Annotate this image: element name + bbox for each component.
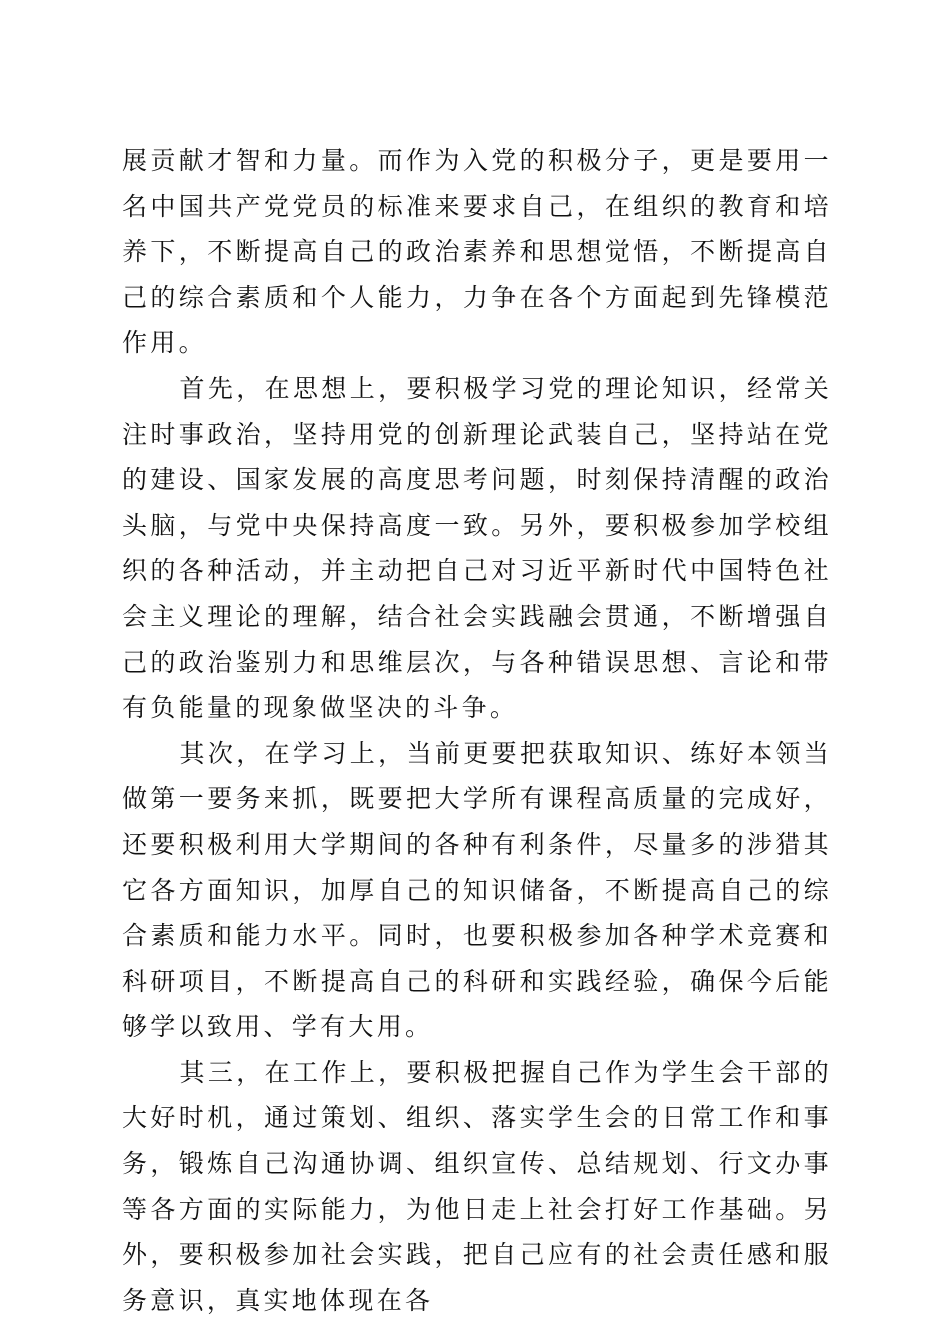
document-body (122, 138, 832, 1323)
paragraph-1: 展贡献才智和力量。而作为入党的积极分子，更是要用一名中国共产党党员的标准来要求自己，在组织的教育和培养下，不断提高自己的政治素养和思想觉悟，不断提高自己的综合素质和个人能力，力争在各个方面起到先锋模范作用。 (122, 146, 832, 358)
paragraph-3: 其次，在学习上，当前更要把获取知识、练好本领当做第一要务来抓，既要把大学所有课程高质量的完成好，还要积极利用大学期间的各种有利条件，尽量多的涉猎其它各方面知识，加厚自己的知识储备，不断提高自己的综合素质和能力水平。同时，也要积极参加各种学术竞赛和科研项目，不断提高自己的科研和实践经验，确保今后能够学以致用、学有大用。 (122, 738, 832, 1042)
paragraph-2: 首先，在思想上，要积极学习党的理论知识，经常关注时事政治，坚持用党的创新理论武装自己，坚持站在党的建设、国家发展的高度思考问题，时刻保持清醒的政治头脑，与党中央保持高度一致。另外，要积极参加学校组织的各种活动，并主动把自己对习近平新时代中国特色社会主义理论的理解，结合社会实践融会贯通，不断增强自己的政治鉴别力和思维层次，与各种错误思想、言论和带有负能量的现象做坚决的斗争。 (122, 373, 832, 723)
paragraph-4: 其三，在工作上，要积极把握自己作为学生会干部的大好时机，通过策划、组织、落实学生会的日常工作和事务，锻炼自己沟通协调、组织宣传、总结规划、行文办事等各方面的实际能力，为他日走上社会打好工作基础。另外，要积极参加社会实践，把自己应有的社会责任感和服务意识，真实地体现在各 (122, 1057, 832, 1315)
